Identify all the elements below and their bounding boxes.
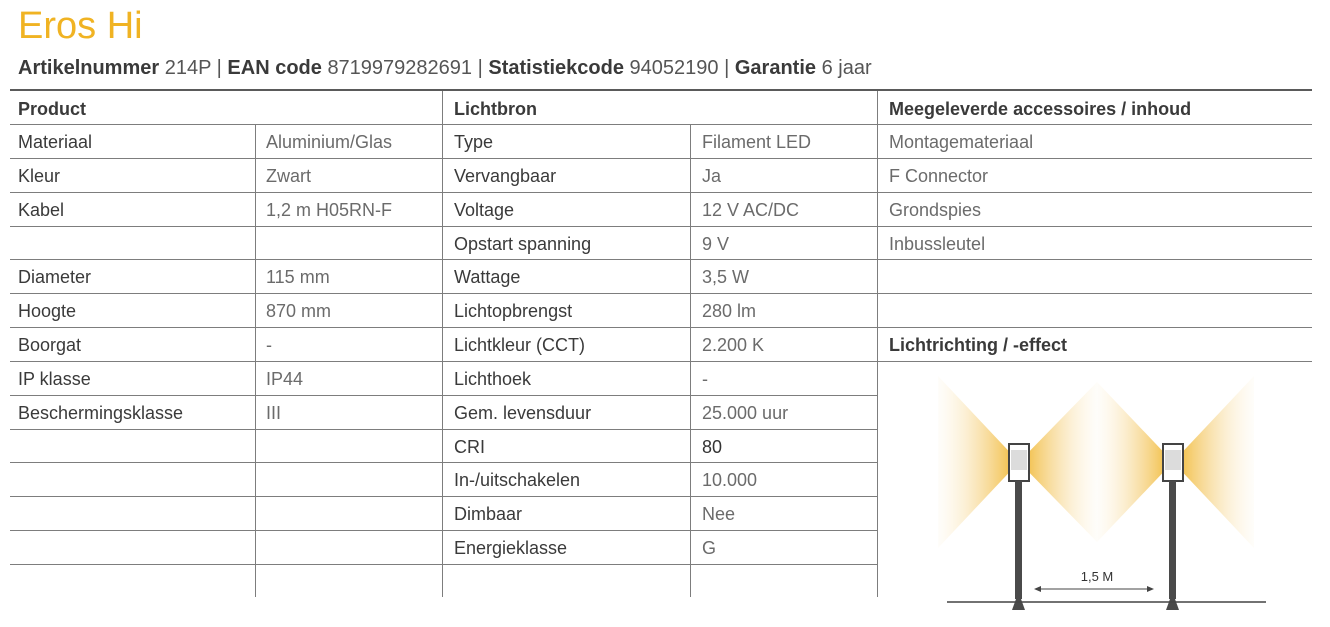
product-value: IP44	[266, 369, 304, 389]
column-divider	[690, 125, 691, 597]
product-value: 115 mm	[266, 267, 330, 287]
distance-label: 1,5 M	[1080, 569, 1114, 584]
separator: |	[216, 57, 222, 79]
arrow-head-right	[1147, 586, 1154, 592]
artikel-value: 214P	[164, 57, 212, 79]
lichtbron-value: Nee	[702, 504, 736, 524]
product-label: Beschermingsklasse	[18, 403, 184, 423]
row-divider	[10, 530, 878, 531]
product-label: Boorgat	[18, 335, 82, 355]
product-label: Diameter	[18, 267, 92, 287]
garantie-label: Garantie	[734, 57, 817, 79]
lichtbron-value: G	[702, 538, 717, 558]
light-beam	[1173, 376, 1254, 548]
column-divider	[442, 91, 443, 597]
product-value: -	[266, 335, 272, 355]
row-divider	[10, 192, 1312, 193]
row-divider	[10, 327, 1312, 328]
lichtbron-value: 10.000	[702, 470, 758, 490]
product-label: Kabel	[18, 200, 65, 220]
lichtbron-label: Lichtkleur (CCT)	[454, 335, 586, 355]
lichtbron-label: Energieklasse	[454, 538, 568, 558]
product-value: 1,2 m H05RN-F	[266, 200, 393, 220]
lichtbron-value: 25.000 uur	[702, 403, 789, 423]
row-divider	[10, 429, 878, 430]
column-divider	[877, 91, 878, 597]
lichtrichting-header: Lichtrichting / -effect	[889, 335, 1068, 355]
product-label: IP klasse	[18, 369, 91, 389]
stat-value: 94052190	[629, 57, 719, 79]
row-divider	[10, 158, 1312, 159]
lichtbron-label: Opstart spanning	[454, 234, 592, 254]
lichtbron-value: 3,5 W	[702, 267, 750, 287]
page-title: Eros Hi	[18, 5, 143, 47]
product-header: Product	[18, 99, 87, 119]
lichtbron-label: Type	[454, 132, 494, 152]
lichtbron-value: -	[702, 369, 708, 389]
light-beam	[1097, 382, 1173, 542]
lichtbron-label: Vervangbaar	[454, 166, 557, 186]
artikel-label: Artikelnummer	[18, 57, 160, 79]
lichtbron-value: Filament LED	[702, 132, 812, 152]
article-meta	[18, 55, 872, 81]
header-rule	[10, 89, 1312, 91]
light-effect-illustration	[920, 362, 1280, 620]
lichtbron-value: 9 V	[702, 234, 730, 254]
product-label: Kleur	[18, 166, 61, 186]
row-divider	[10, 259, 1312, 260]
separator: |	[724, 57, 730, 79]
accessoire-item: Montagemateriaal	[889, 132, 1034, 152]
product-value: Zwart	[266, 166, 311, 186]
accessoire-item: Grondspies	[889, 200, 982, 220]
light-beam	[1019, 382, 1097, 542]
product-value: III	[266, 403, 282, 423]
row-divider	[10, 462, 878, 463]
row-divider	[10, 564, 878, 565]
lichtbron-label: Gem. levensduur	[454, 403, 592, 423]
product-value: 870 mm	[266, 301, 332, 321]
product-value: Aluminium/Glas	[266, 132, 393, 152]
lichtbron-label: In-/uitschakelen	[454, 470, 581, 490]
bollard-lamp	[1009, 444, 1029, 610]
lichtbron-label: Wattage	[454, 267, 521, 287]
row-divider	[10, 395, 878, 396]
lichtbron-label: Dimbaar	[454, 504, 523, 524]
lichtbron-value: 12 V AC/DC	[702, 200, 800, 220]
separator: |	[477, 57, 483, 79]
product-label: Hoogte	[18, 301, 77, 321]
lichtbron-value: 2.200 K	[702, 335, 765, 355]
row-divider	[10, 226, 1312, 227]
accessoires-header: Meegeleverde accessoires / inhoud	[889, 99, 1192, 119]
accessoire-item: F Connector	[889, 166, 989, 186]
lichtbron-value: 80	[702, 437, 723, 457]
product-label: Materiaal	[18, 132, 93, 152]
column-divider	[255, 125, 256, 597]
lichtbron-value: 280 lm	[702, 301, 757, 321]
accessoire-item: Inbussleutel	[889, 234, 986, 254]
arrow-head-left	[1034, 586, 1041, 592]
garantie-value: 6 jaar	[821, 57, 872, 79]
lichtbron-label: Lichthoek	[454, 369, 532, 389]
bollard-lamp	[1163, 444, 1183, 610]
ean-label: EAN code	[227, 57, 322, 79]
row-divider	[10, 293, 1312, 294]
lichtbron-value: Ja	[702, 166, 722, 186]
lichtbron-label: CRI	[454, 437, 485, 457]
lichtbron-header: Lichtbron	[454, 99, 537, 119]
lichtbron-label: Lichtopbrengst	[454, 301, 573, 321]
row-divider	[10, 124, 1312, 125]
ean-value: 8719979282691	[327, 57, 473, 79]
row-divider	[10, 496, 878, 497]
stat-label: Statistiekcode	[488, 57, 624, 79]
lichtbron-label: Voltage	[454, 200, 515, 220]
light-beam	[938, 376, 1019, 548]
